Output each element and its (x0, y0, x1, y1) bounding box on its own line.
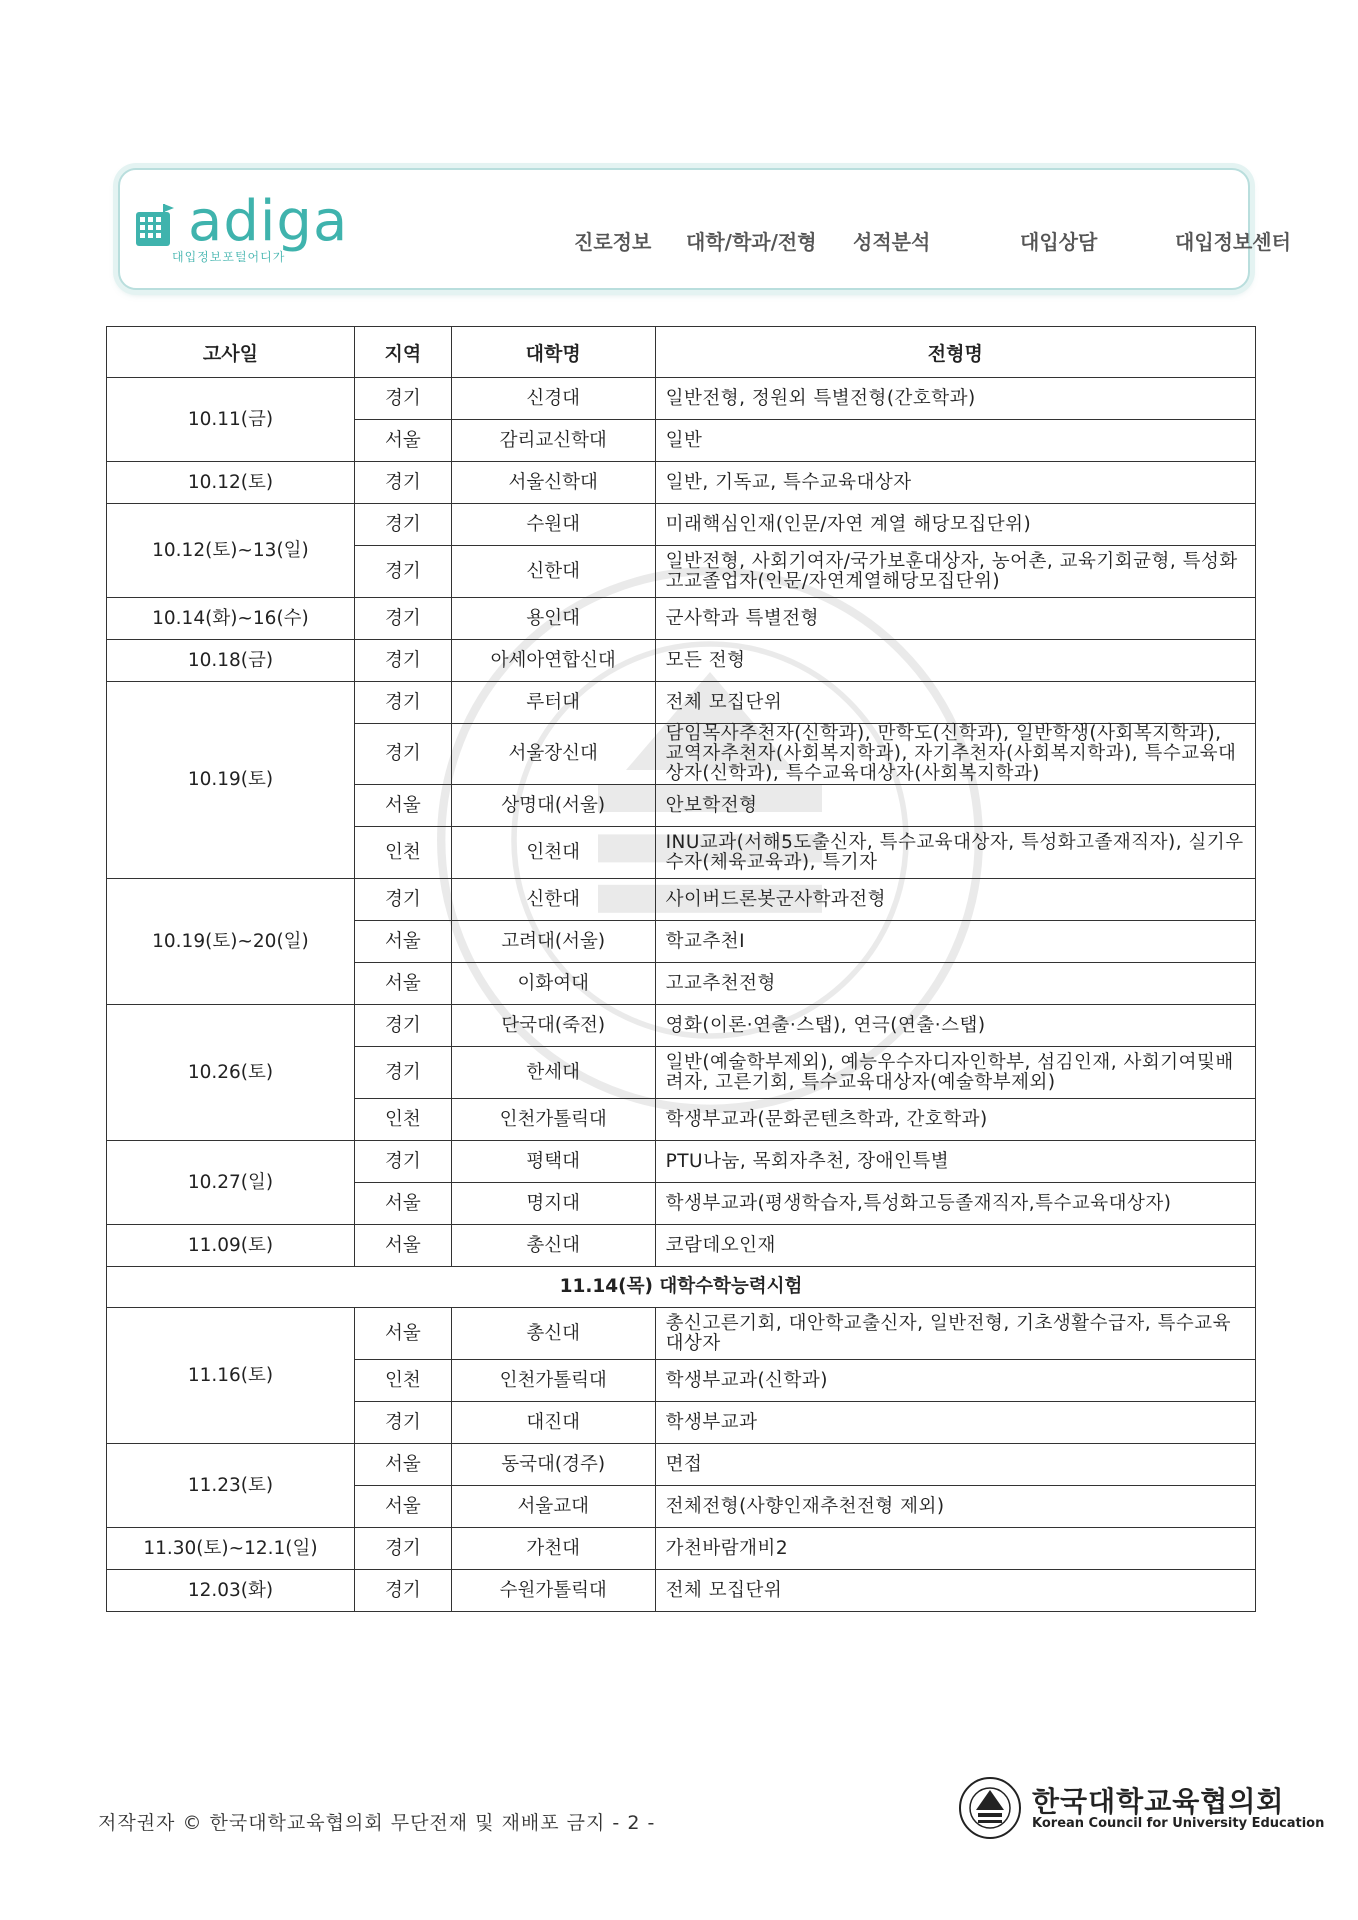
exam-date-cell: 11.30(토)~12.1(일) (107, 1528, 355, 1570)
table-row (107, 879, 1256, 921)
university-cell: 신한대 (451, 546, 655, 598)
program-cell: 사이버드론봇군사학과전형 (655, 879, 1255, 921)
kcue-name-english: Korean Council for University Education (1032, 1816, 1325, 1831)
university-cell: 인천대 (451, 827, 655, 879)
program-cell: 학생부교과(평생학습자,특성화고등졸재직자,특수교육대상자) (655, 1183, 1255, 1225)
program-cell: PTU나눔, 목회자추천, 장애인특별 (655, 1141, 1255, 1183)
logo-subtitle: 대입정보포털어디가 (172, 250, 286, 264)
program-cell: 고교추천전형 (655, 963, 1255, 1005)
program-cell: 학생부교과(신학과) (655, 1360, 1255, 1402)
region-cell: 경기 (354, 546, 451, 598)
table-row (107, 1141, 1256, 1183)
university-cell: 가천대 (451, 1528, 655, 1570)
program-cell: 일반전형, 정원외 특별전형(간호학과) (655, 378, 1255, 420)
region-cell: 경기 (354, 378, 451, 420)
special-event-row (107, 1267, 1256, 1308)
exam-date-cell: 10.12(토) (107, 462, 355, 504)
table-row (107, 462, 1256, 504)
university-cell: 루터대 (451, 682, 655, 724)
exam-date-cell: 10.14(화)~16(수) (107, 598, 355, 640)
program-cell: 일반전형, 사회기여자/국가보훈대상자, 농어촌, 교육기회균형, 특성화고교졸업자(인문/자연계열해당모집단위) (655, 546, 1255, 598)
university-cell: 대진대 (451, 1402, 655, 1444)
adiga-logo[interactable] (134, 189, 364, 272)
region-cell: 인천 (354, 1099, 451, 1141)
university-cell: 서울신학대 (451, 462, 655, 504)
nav-admission-info-center[interactable]: 대입정보센터 (1175, 230, 1291, 254)
exam-date-cell: 10.11(금) (107, 378, 355, 462)
university-cell: 총신대 (451, 1308, 655, 1360)
university-cell: 이화여대 (451, 963, 655, 1005)
region-cell: 경기 (354, 879, 451, 921)
table-row (107, 682, 1256, 724)
university-cell: 한세대 (451, 1047, 655, 1099)
exam-date-cell: 11.09(토) (107, 1225, 355, 1267)
program-cell: 안보학전형 (655, 785, 1255, 827)
university-cell: 명지대 (451, 1183, 655, 1225)
program-cell: 전체 모집단위 (655, 682, 1255, 724)
program-cell: 학생부교과 (655, 1402, 1255, 1444)
university-cell: 아세아연합신대 (451, 640, 655, 682)
header-program: 전형명 (655, 327, 1255, 378)
university-cell: 신한대 (451, 879, 655, 921)
exam-date-cell: 10.18(금) (107, 640, 355, 682)
program-cell: 학교추천I (655, 921, 1255, 963)
table-row (107, 378, 1256, 420)
university-cell: 인천가톨릭대 (451, 1360, 655, 1402)
nav-admission-consult[interactable]: 대입상담 (1020, 230, 1098, 254)
kcue-logo (958, 1774, 1325, 1844)
copyright-notice: 저작권자 © 한국대학교육협의회 무단전재 및 재배포 금지 - 2 - (98, 1812, 656, 1834)
region-cell: 서울 (354, 921, 451, 963)
program-cell: 가천바람개비2 (655, 1528, 1255, 1570)
exam-date-cell: 12.03(화) (107, 1570, 355, 1612)
table-row (107, 1444, 1256, 1486)
table-row (107, 598, 1256, 640)
program-cell: 일반, 기독교, 특수교육대상자 (655, 462, 1255, 504)
table-row (107, 1225, 1256, 1267)
logo-wordmark: adiga (188, 189, 349, 254)
region-cell: 서울 (354, 1308, 451, 1360)
program-cell: 일반 (655, 420, 1255, 462)
region-cell: 경기 (354, 1005, 451, 1047)
university-cell: 인천가톨릭대 (451, 1099, 655, 1141)
header-region: 지역 (354, 327, 451, 378)
university-cell: 수원대 (451, 504, 655, 546)
header-banner (118, 168, 1291, 290)
region-cell: 서울 (354, 1183, 451, 1225)
program-cell: 총신고른기회, 대안학교출신자, 일반전형, 기초생활수급자, 특수교육대상자 (655, 1308, 1255, 1360)
table-row (107, 640, 1256, 682)
table-row (107, 1528, 1256, 1570)
program-cell: 전체전형(사향인재추천전형 제외) (655, 1486, 1255, 1528)
region-cell: 경기 (354, 598, 451, 640)
program-cell: 영화(이론·연출·스탭), 연극(연출·스탭) (655, 1005, 1255, 1047)
region-cell: 경기 (354, 1402, 451, 1444)
region-cell: 경기 (354, 682, 451, 724)
university-cell: 단국대(죽전) (451, 1005, 655, 1047)
region-cell: 인천 (354, 827, 451, 879)
university-cell: 총신대 (451, 1225, 655, 1267)
region-cell: 서울 (354, 1486, 451, 1528)
program-cell: 모든 전형 (655, 640, 1255, 682)
exam-date-cell: 10.27(일) (107, 1141, 355, 1225)
region-cell: 경기 (354, 504, 451, 546)
table-row (107, 504, 1256, 546)
region-cell: 서울 (354, 785, 451, 827)
university-cell: 수원가톨릭대 (451, 1570, 655, 1612)
exam-date-cell: 10.12(토)~13(일) (107, 504, 355, 598)
nav-univ-major-admission[interactable]: 대학/학과/전형 (686, 230, 817, 254)
region-cell: 경기 (354, 1047, 451, 1099)
university-cell: 동국대(경주) (451, 1444, 655, 1486)
exam-date-cell: 11.16(토) (107, 1308, 355, 1444)
program-cell: 전체 모집단위 (655, 1570, 1255, 1612)
university-cell: 감리교신학대 (451, 420, 655, 462)
university-cell: 서울교대 (451, 1486, 655, 1528)
university-cell: 고려대(서울) (451, 921, 655, 963)
region-cell: 경기 (354, 1141, 451, 1183)
program-cell: 코람데오인재 (655, 1225, 1255, 1267)
region-cell: 서울 (354, 420, 451, 462)
exam-date-cell: 10.19(토)~20(일) (107, 879, 355, 1005)
region-cell: 경기 (354, 724, 451, 785)
program-cell: 미래핵심인재(인문/자연 계열 해당모집단위) (655, 504, 1255, 546)
program-cell: 담임목사추천자(신학과), 만학도(신학과), 일반학생(사회복지학과), 교역자추천자(사회복지학과), 자기추천자(사회복지학과), 특수교육대상자(신학과), 특수교육대상자(사회복지학과) (655, 724, 1255, 785)
table-row (107, 1308, 1256, 1360)
exam-schedule-table (106, 326, 1256, 1612)
region-cell: 경기 (354, 462, 451, 504)
program-cell: 일반(예술학부제외), 예능우수자디자인학부, 섬김인재, 사회기여및배려자, 고른기회, 특수교육대상자(예술학부제외) (655, 1047, 1255, 1099)
program-cell: 면접 (655, 1444, 1255, 1486)
region-cell: 경기 (354, 1570, 451, 1612)
nav-score-analysis[interactable]: 성적분석 (853, 230, 931, 254)
university-cell: 평택대 (451, 1141, 655, 1183)
region-cell: 경기 (354, 1528, 451, 1570)
table-body (107, 378, 1256, 1612)
table-row (107, 1570, 1256, 1612)
kcue-seal-icon (958, 1776, 1022, 1840)
program-cell: 학생부교과(문화콘텐츠학과, 간호학과) (655, 1099, 1255, 1141)
nav-career-info[interactable]: 진로정보 (574, 230, 652, 254)
exam-date-cell: 11.23(토) (107, 1444, 355, 1528)
special-event-label: 11.14(목) 대학수학능력시험 (107, 1267, 1256, 1308)
table-header-row (107, 327, 1256, 378)
region-cell: 경기 (354, 640, 451, 682)
table-row (107, 1005, 1256, 1047)
region-cell: 서울 (354, 963, 451, 1005)
university-cell: 용인대 (451, 598, 655, 640)
program-cell: 군사학과 특별전형 (655, 598, 1255, 640)
exam-date-cell: 10.26(토) (107, 1005, 355, 1141)
region-cell: 인천 (354, 1360, 451, 1402)
university-cell: 신경대 (451, 378, 655, 420)
region-cell: 서울 (354, 1225, 451, 1267)
header-university: 대학명 (451, 327, 655, 378)
program-cell: INU교과(서해5도출신자, 특수교육대상자, 특성화고졸재직자), 실기우수자(체육교육과), 특기자 (655, 827, 1255, 879)
header-exam-date: 고사일 (107, 327, 355, 378)
region-cell: 서울 (354, 1444, 451, 1486)
university-cell: 서울장신대 (451, 724, 655, 785)
exam-date-cell: 10.19(토) (107, 682, 355, 879)
kcue-name-korean: 한국대학교육협의회 (1032, 1785, 1285, 1818)
university-cell: 상명대(서울) (451, 785, 655, 827)
building-icon (134, 204, 176, 248)
